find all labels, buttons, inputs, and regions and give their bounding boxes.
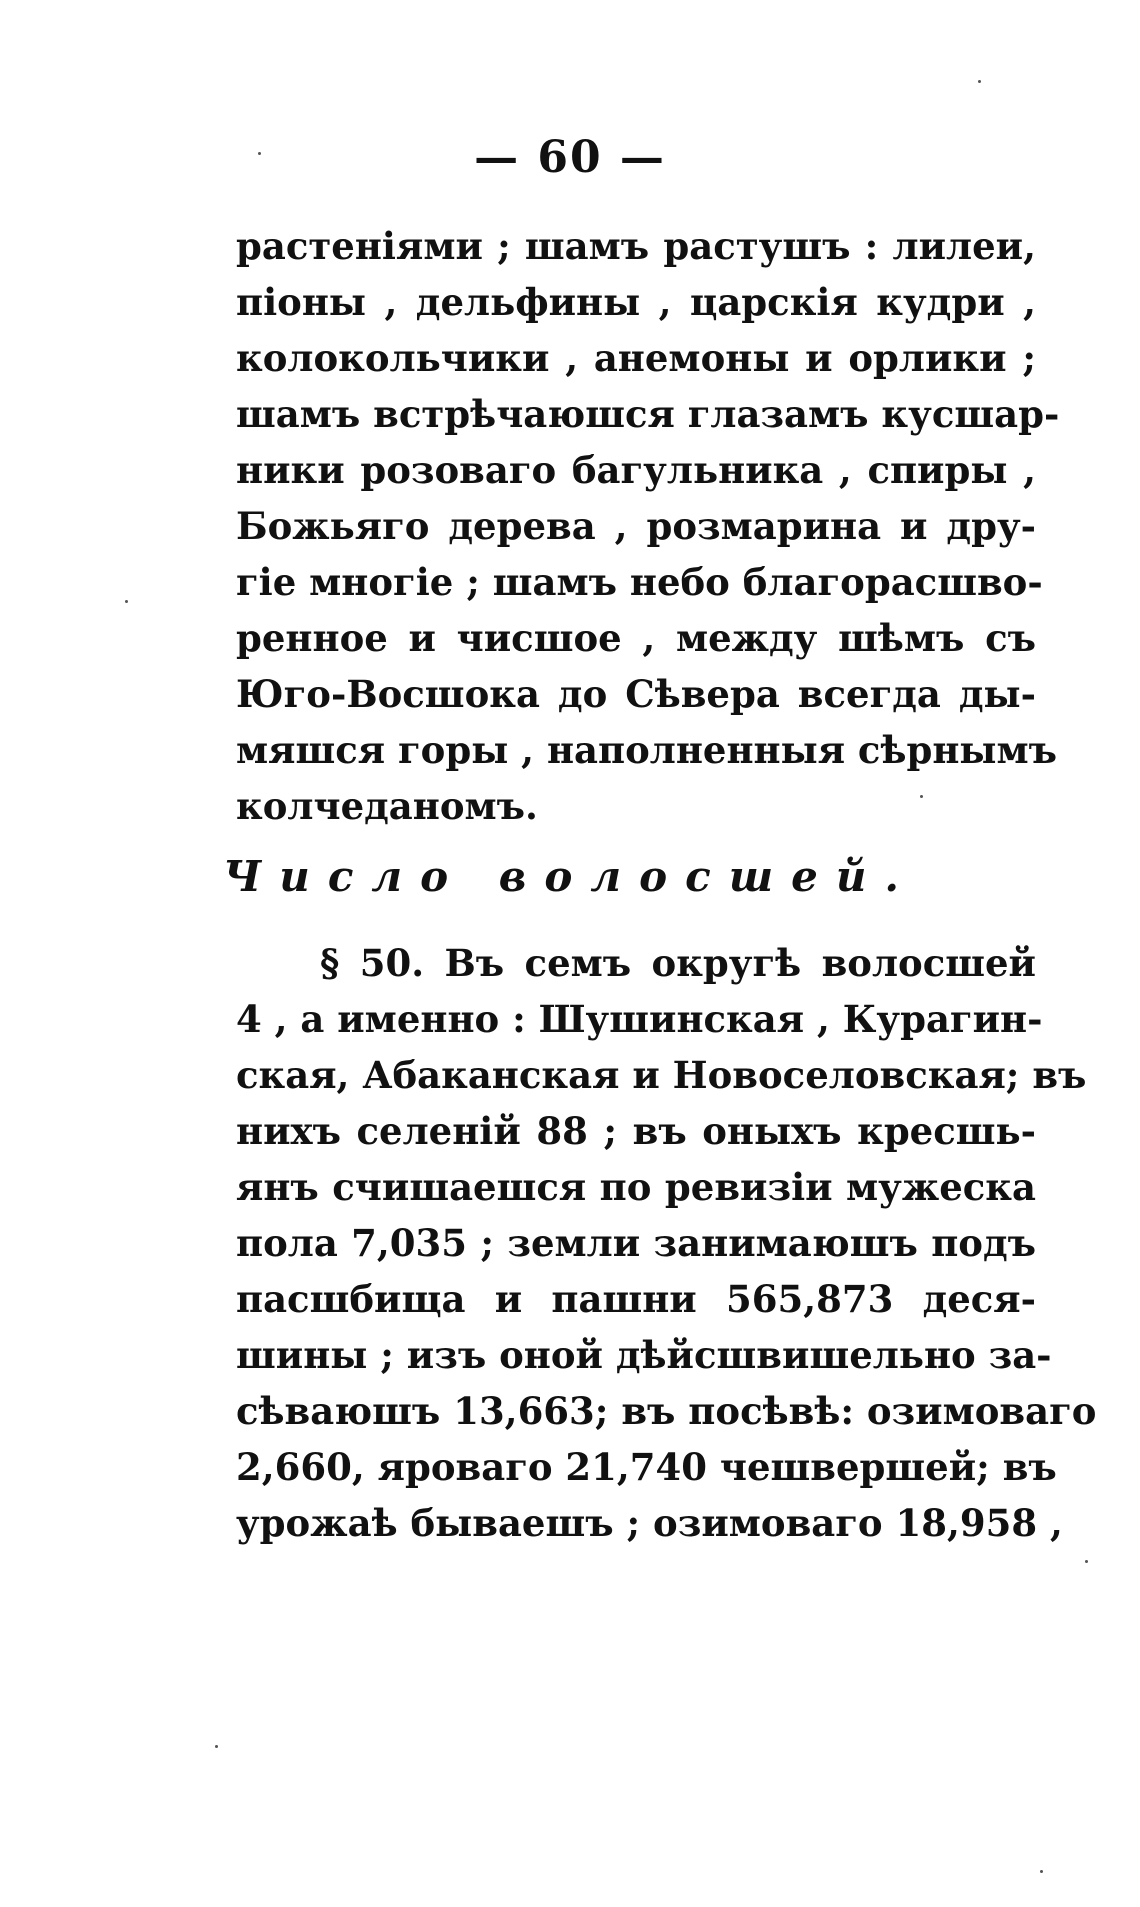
scan-speck: [1040, 1870, 1043, 1873]
text-line: колчеданомъ.: [236, 784, 538, 828]
scan-speck: [215, 1745, 218, 1748]
text-line: колокольчики , анемоны и орлики ;: [236, 336, 1036, 380]
scan-speck: [1085, 1560, 1088, 1563]
text-line: мяшся горы , наполненныя сѣрнымъ: [236, 728, 1058, 772]
text-line: ская, Абаканская и Новоселовская; въ: [236, 1053, 1087, 1097]
text-line: нихъ селеній 88 ; въ оныхъ кресшь-: [236, 1109, 1036, 1153]
text-line: Юго-Восшока до Сѣвера всегда ды-: [236, 672, 1036, 716]
scan-speck: [258, 152, 261, 155]
scan-speck: [978, 80, 981, 83]
scan-speck: [125, 600, 128, 603]
text-line: § 50. Въ семъ округѣ волосшей: [320, 941, 1036, 985]
text-line: урожаѣ бываешъ ; озимоваго 18,958 ,: [236, 1501, 1063, 1545]
page-number: — 60 —: [474, 132, 666, 183]
text-line: Божьяго дерева , розмарина и дру-: [236, 504, 1036, 548]
text-line: янъ счишаешся по ревизіи мужеска: [236, 1165, 1036, 1209]
scan-speck: [920, 795, 923, 798]
section-heading: Число волосшей.: [222, 852, 918, 901]
text-line: пасшбища и пашни 565,873 деся-: [236, 1277, 1036, 1321]
text-line: шамъ встрѣчаюшся глазамъ кусшар-: [236, 392, 1060, 436]
text-line: піоны , дельфины , царскія кудри ,: [236, 280, 1036, 324]
text-line: растеніями ; шамъ растушъ : лилеи,: [236, 224, 1036, 268]
paragraph-continuation: [236, 218, 1060, 834]
text-line: сѣваюшъ 13,663; въ посѣвѣ: озимоваго: [236, 1389, 1097, 1433]
text-line: шины ; изъ оной дѣйсшвишельно за-: [236, 1333, 1052, 1377]
paragraph-section-50: [236, 935, 1097, 1551]
text-line: 2,660, яроваго 21,740 чешвершей; въ: [236, 1445, 1057, 1489]
text-line: 4 , а именно : Шушинская , Курагин-: [236, 997, 1043, 1041]
text-line: ренное и чисшое , между шѣмъ съ: [236, 616, 1036, 660]
text-line: пола 7,035 ; земли занимаюшъ подъ: [236, 1221, 1036, 1265]
text-line: гіе многіе ; шамъ небо благорасшво-: [236, 560, 1043, 604]
text-line: ники розоваго багульника , спиры ,: [236, 448, 1036, 492]
